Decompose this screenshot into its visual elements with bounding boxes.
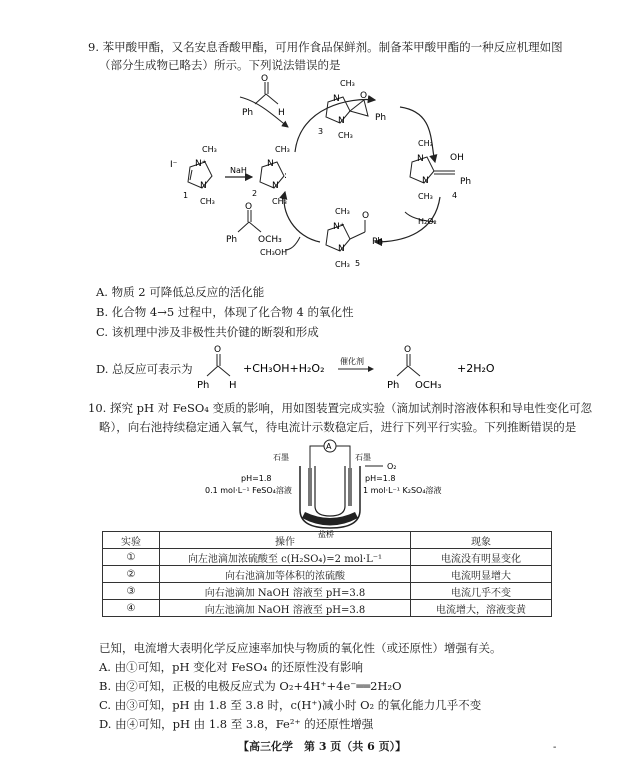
svg-text:Ph: Ph [375, 113, 387, 123]
svg-text:CH₃: CH₃ [202, 145, 217, 154]
svg-text:N: N [422, 176, 429, 186]
q10-electrochemical-cell-diagram [205, 438, 465, 538]
svg-text:Ph: Ph [372, 237, 384, 247]
svg-text:I⁻: I⁻ [170, 160, 178, 170]
table-cell: 电流几乎不变 [411, 583, 552, 600]
svg-text:O: O [261, 74, 269, 84]
q10-option-b: B. 由②可知，正极的电极反应式为 O₂+4H⁺+4e⁻══2H₂O [99, 679, 402, 693]
svg-text:CH₃: CH₃ [275, 145, 290, 154]
svg-text:N: N [200, 181, 207, 191]
svg-text:O: O [362, 211, 370, 221]
table-header: 现象 [411, 532, 552, 549]
svg-text:CH₃: CH₃ [338, 131, 353, 140]
benzaldehyde-structure [242, 74, 285, 118]
svg-text:pH=1.8: pH=1.8 [241, 474, 272, 483]
table-row [103, 600, 552, 617]
equation-benzaldehyde [197, 345, 237, 391]
svg-text:1: 1 [183, 191, 189, 200]
q9-option-b: B. 化合物 4→5 过程中，体现了化合物 4 的氧化性 [96, 305, 354, 319]
svg-text:盐桥: 盐桥 [318, 530, 334, 538]
svg-text:A: A [326, 442, 332, 451]
table-cell: 电流增大，溶液变黄 [411, 600, 552, 617]
svg-text:O: O [360, 91, 368, 101]
svg-text:CH₃: CH₃ [272, 197, 287, 206]
q10-known-statement: 已知，电流增大表明化学反应速率加快与物质的氧化性（或还原性）增强有关。 [99, 641, 502, 655]
table-cell: ③ [103, 583, 160, 600]
table-row [103, 566, 552, 583]
svg-text:CH₃: CH₃ [418, 192, 433, 201]
table-cell: ① [103, 549, 160, 566]
svg-text:4: 4 [452, 191, 458, 200]
svg-text:O₂: O₂ [387, 462, 397, 471]
svg-text:CH₃: CH₃ [335, 207, 350, 216]
svg-text:5: 5 [355, 259, 361, 268]
svg-text:+2H₂O: +2H₂O [457, 362, 495, 375]
q10-experiment-table [102, 531, 552, 617]
svg-text:N⁺: N⁺ [333, 222, 345, 232]
svg-text:OCH₃: OCH₃ [415, 380, 442, 391]
svg-text:3: 3 [318, 127, 324, 136]
svg-text:CH₃: CH₃ [200, 197, 215, 206]
q9-option-c: C. 该机理中涉及非极性共价键的断裂和形成 [96, 325, 319, 339]
svg-text:N: N [333, 94, 340, 104]
svg-text:N: N [338, 116, 345, 126]
nah-label: NaH [230, 166, 247, 175]
corner-mark: - [553, 742, 557, 753]
svg-text:CH₃: CH₃ [335, 260, 350, 269]
equation-methyl-benzoate [387, 345, 441, 391]
svg-text:N: N [272, 181, 279, 191]
cycle-arrow-5-to-2 [284, 192, 320, 242]
compound-5-acylimidazolium [326, 207, 383, 269]
table-header: 操作 [160, 532, 411, 549]
right-graphite-electrode [348, 468, 352, 506]
table-cell: 向左池滴加浓硫酸至 c(H₂SO₄)=2 mol·L⁻¹ [160, 549, 411, 566]
compound-1-imidazolium [170, 145, 217, 206]
svg-text:+CH₃OH+H₂O₂: +CH₃OH+H₂O₂ [243, 362, 325, 375]
svg-text:石墨: 石墨 [273, 453, 289, 462]
table-row [103, 549, 552, 566]
svg-text:催化剂: 催化剂 [340, 357, 364, 366]
svg-text:0.1 mol·L⁻¹ FeSO₄溶液: 0.1 mol·L⁻¹ FeSO₄溶液 [205, 486, 292, 495]
methyl-benzoate-structure [226, 202, 282, 245]
svg-text::: : [284, 171, 288, 181]
svg-text:pH=1.8: pH=1.8 [365, 474, 396, 483]
table-cell: 向右池滴加等体积的浓硫酸 [160, 566, 411, 583]
svg-text:O: O [214, 345, 222, 355]
left-graphite-electrode [308, 468, 312, 506]
q9-option-d-equation [195, 342, 515, 392]
svg-text:N: N [417, 154, 424, 164]
h2o2-label: H₂O₂ [418, 217, 437, 226]
svg-text:N: N [338, 244, 345, 254]
q9-stem-line2: （部分生成物已略去）所示。下列说法错误的是 [99, 58, 341, 72]
table-row [103, 583, 552, 600]
q10-option-d: D. 由④可知，pH 由 1.8 至 3.8，Fe²⁺ 的还原性增强 [99, 717, 374, 731]
table-header-row [103, 532, 552, 549]
q9-reaction-mechanism-diagram [150, 72, 510, 272]
table-cell: ④ [103, 600, 160, 617]
svg-text:N⁺: N⁺ [195, 159, 207, 169]
salt-bridge-fill [302, 512, 358, 526]
compound-3-spiro [318, 79, 386, 140]
q10-stem-line1: 10. 探究 pH 对 FeSO₄ 变质的影响，用如图装置完成实验（滴加试剂时溶液体积和导电性变化可忽 [88, 401, 593, 415]
svg-text:2: 2 [252, 189, 258, 198]
svg-text:N: N [267, 159, 274, 169]
svg-text:Ph: Ph [387, 380, 400, 391]
svg-text:石墨: 石墨 [355, 453, 371, 462]
svg-text:CH₃: CH₃ [340, 79, 355, 88]
svg-text:O: O [245, 202, 253, 212]
q9-stem-line1: 9. 苯甲酸甲酯，又名安息香酸甲酯，可用作食品保鲜剂。制备苯甲酸甲酯的一种反应机理如图 [88, 40, 563, 54]
table-header: 实验 [103, 532, 160, 549]
q10-stem-line2: 略），向右池持续稳定通入氧气，待电流计示数稳定后，进行下列平行实验。下列推断错误的是 [99, 420, 577, 434]
svg-text:Ph: Ph [226, 235, 238, 245]
q9-option-d-prefix: D. 总反应可表示为 [96, 362, 193, 376]
svg-text:H: H [278, 108, 285, 118]
table-cell: 向左池滴加 NaOH 溶液至 pH=3.8 [160, 600, 411, 617]
svg-text:Ph: Ph [460, 177, 472, 187]
page-footer: 【高三化学 第 3 页（共 6 页）】 [238, 740, 407, 753]
table-cell: ② [103, 566, 160, 583]
q9-option-a: A. 物质 2 可降低总反应的活化能 [96, 285, 265, 299]
q10-option-a: A. 由①可知，pH 变化对 FeSO₄ 的还原性没有影响 [99, 660, 364, 674]
compound-4-enol [410, 139, 471, 201]
svg-text:CH₃: CH₃ [418, 139, 433, 148]
ch3oh-entry-arrow [285, 237, 300, 250]
ch3oh-label: CH₃OH [260, 248, 288, 257]
svg-text:Ph: Ph [197, 380, 210, 391]
svg-text:1 mol·L⁻¹ K₂SO₄溶液: 1 mol·L⁻¹ K₂SO₄溶液 [363, 486, 442, 495]
svg-text:Ph: Ph [242, 108, 254, 118]
compound-2-carbene [252, 145, 290, 206]
table-cell: 电流没有明显变化 [411, 549, 552, 566]
table-cell: 电流明显增大 [411, 566, 552, 583]
svg-text:O: O [404, 345, 412, 355]
table-cell: 向右池滴加 NaOH 溶液至 pH=3.8 [160, 583, 411, 600]
svg-text:OCH₃: OCH₃ [258, 235, 282, 245]
q10-option-c: C. 由③可知，pH 由 1.8 至 3.8 时，c(H⁺)减小时 O₂ 的氧化能力几乎不变 [99, 698, 482, 712]
svg-text:OH: OH [450, 153, 464, 163]
cycle-arrow-2-to-3 [295, 100, 375, 152]
svg-text:H: H [229, 380, 237, 391]
